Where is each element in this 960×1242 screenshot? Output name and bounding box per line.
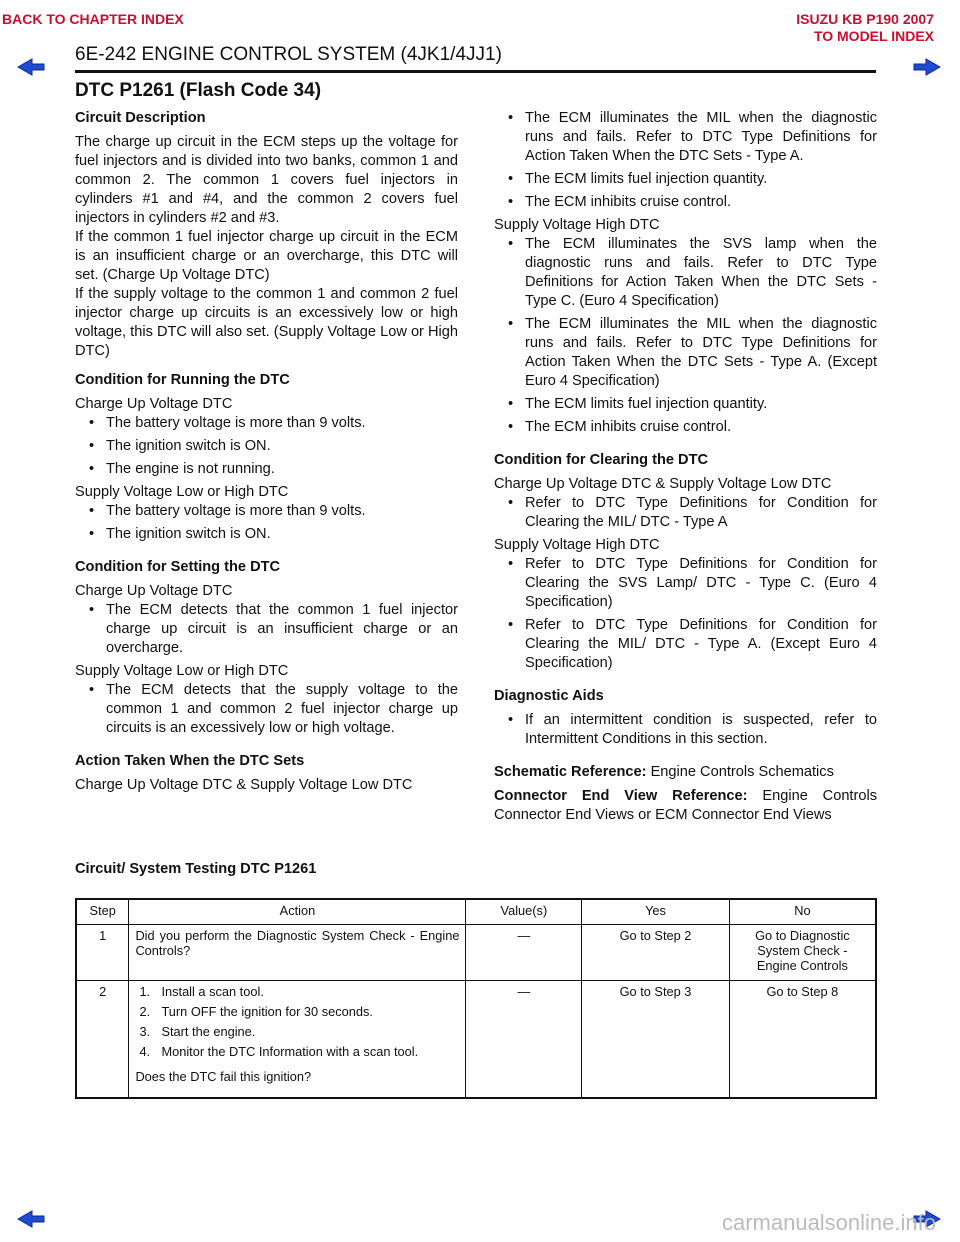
header-yes: Yes <box>582 899 730 925</box>
list-item: • The ECM limits fuel injection quantity. <box>494 395 877 414</box>
step-value: — <box>466 925 582 981</box>
step-number: 2 <box>76 981 129 1098</box>
step-no: Go to Diagnostic System Check - Engine Controls <box>729 925 876 981</box>
left-column <box>75 109 458 795</box>
circuit-description-heading: Circuit Description <box>75 110 206 126</box>
diagnostic-steps-table <box>75 898 877 1099</box>
connector-reference-value: Engine Controls Connector End Views or ECM Connector End Views <box>494 788 878 823</box>
action-subheading-1: Charge Up Voltage DTC & Supply Voltage Low DTC <box>75 777 413 793</box>
connector-reference-label: Connector End View Reference: <box>494 788 748 804</box>
list-item: • The ECM detects that the common 1 fuel injector charge up circuit is an insufficient charge or an overcharge. <box>75 601 458 658</box>
list-item: • The ECM illuminates the MIL when the diagnostic runs and fails. Refer to DTC Type Definitions for Action Taken When the DTC Sets - Type A. <box>494 109 877 166</box>
list-item: 4. Monitor the DTC Information with a scan tool. <box>139 1044 419 1059</box>
model-index-link[interactable] <box>796 11 934 45</box>
testing-title: Circuit/ System Testing DTC P1261 <box>75 861 317 877</box>
list-item: • Refer to DTC Type Definitions for Condition for Clearing the MIL/ DTC - Type A. (Except Euro 4 Specification) <box>494 616 877 673</box>
list-item: • The battery voltage is more than 9 volts. <box>75 414 458 433</box>
diagnostic-aids-heading: Diagnostic Aids <box>494 688 604 704</box>
setting-list-2 <box>75 681 458 738</box>
clearing-list-2 <box>494 555 877 673</box>
header-step: Step <box>76 899 129 925</box>
running-subheading-1: Charge Up Voltage DTC <box>75 396 233 412</box>
step-value: — <box>466 981 582 1098</box>
clearing-subheading-2: Supply Voltage High DTC <box>494 537 660 553</box>
clearing-subheading-1: Charge Up Voltage DTC & Supply Voltage Low DTC <box>494 476 832 492</box>
setting-list-1 <box>75 601 458 658</box>
back-to-chapter-index-link[interactable]: BACK TO CHAPTER INDEX <box>2 11 184 27</box>
circuit-paragraph-1: The charge up circuit in the ECM steps up the voltage for fuel injectors and is divided into two banks, common 1 and common 2. The common 1 covers fuel injectors in cylinders #1 and #4, and the common 2 covers fuel injectors in cylinders #2 and #3. <box>75 134 458 226</box>
list-item: • The engine is not running. <box>75 460 458 479</box>
step-action <box>129 981 466 1098</box>
header-no: No <box>729 899 876 925</box>
list-item: • The battery voltage is more than 9 volts. <box>75 502 458 521</box>
list-item: • The ECM inhibits cruise control. <box>494 193 877 212</box>
running-list-2 <box>75 502 458 544</box>
running-heading: Condition for Running the DTC <box>75 372 290 388</box>
header-action: Action <box>129 899 466 925</box>
step-question: Does the DTC fail this ignition? <box>135 1069 312 1084</box>
list-item: • The ignition switch is ON. <box>75 525 458 544</box>
page-header-title: 6E-242 ENGINE CONTROL SYSTEM (4JK1/4JJ1) <box>75 44 502 65</box>
circuit-paragraph-2: If the common 1 fuel injector charge up circuit in the ECM is an insufficient charge or an overcharge, this DTC will set. (Charge Up Voltage DTC) <box>75 229 458 283</box>
watermark: carmanualsonline.info <box>721 1210 936 1235</box>
schematic-reference-label: Schematic Reference: <box>494 764 647 780</box>
list-item: • The ECM illuminates the MIL when the diagnostic runs and fails. Refer to DTC Type Definitions for Action Taken When the DTC Sets - Type A. (Except Euro 4 Specification) <box>494 315 877 391</box>
schematic-reference <box>494 763 877 782</box>
action-heading: Action Taken When the DTC Sets <box>75 753 305 769</box>
connector-reference <box>494 787 877 825</box>
step-number: 1 <box>76 925 129 981</box>
list-item: 1. Install a scan tool. <box>139 984 264 999</box>
setting-subheading-2: Supply Voltage Low or High DTC <box>75 663 289 679</box>
list-item: • The ECM illuminates the SVS lamp when the diagnostic runs and fails. Refer to DTC Type Definitions for Action Taken When the DTC Sets - Type C. (Euro 4 Specification) <box>494 235 877 311</box>
step-yes: Go to Step 3 <box>582 981 730 1098</box>
action-list-1 <box>494 109 877 212</box>
next-page-arrow-icon[interactable] <box>912 58 942 76</box>
table-row <box>76 925 876 981</box>
list-item: • If an intermittent condition is suspected, refer to Intermittent Conditions in this section. <box>494 711 877 749</box>
to-model-index-label[interactable]: TO MODEL INDEX <box>813 28 934 44</box>
dtc-title: DTC P1261 (Flash Code 34) <box>75 80 322 101</box>
table-header-row <box>76 899 876 925</box>
step-yes: Go to Step 2 <box>582 925 730 981</box>
list-item: 3. Start the engine. <box>139 1024 256 1039</box>
header-rule <box>75 70 876 73</box>
running-subheading-2: Supply Voltage Low or High DTC <box>75 484 289 500</box>
list-item: • The ECM inhibits cruise control. <box>494 418 877 437</box>
action-subheading-2: Supply Voltage High DTC <box>494 217 660 233</box>
list-item: • The ignition switch is ON. <box>75 437 458 456</box>
list-item: • Refer to DTC Type Definitions for Condition for Clearing the SVS Lamp/ DTC - Type C. (Euro 4 Specification) <box>494 555 877 612</box>
prev-page-arrow-icon[interactable] <box>16 58 46 76</box>
list-item: • The ECM limits fuel injection quantity. <box>494 170 877 189</box>
list-item: • Refer to DTC Type Definitions for Condition for Clearing the MIL/ DTC - Type A <box>494 494 877 532</box>
circuit-paragraph-3: If the supply voltage to the common 1 and common 2 fuel injector charge up circuits is an excessively low or high voltage, this DTC will also set. (Supply Voltage Low or High DTC) <box>75 286 458 359</box>
list-item: 2. Turn OFF the ignition for 30 seconds. <box>139 1004 373 1019</box>
step-no: Go to Step 8 <box>729 981 876 1098</box>
table-row <box>76 981 876 1098</box>
prev-page-bottom-arrow-icon[interactable] <box>16 1210 46 1228</box>
setting-subheading-1: Charge Up Voltage DTC <box>75 583 233 599</box>
step-action: Did you perform the Diagnostic System Check - Engine Controls? <box>129 925 466 981</box>
running-list-1 <box>75 414 458 479</box>
model-title[interactable]: ISUZU KB P190 2007 <box>796 11 934 27</box>
schematic-reference-value: Engine Controls Schematics <box>650 764 834 780</box>
aids-list <box>494 711 877 749</box>
setting-heading: Condition for Setting the DTC <box>75 559 281 575</box>
list-item: • The ECM detects that the supply voltage to the common 1 and common 2 fuel injector charge up circuits is an excessively low or high voltage. <box>75 681 458 738</box>
step-action-list <box>135 984 459 1059</box>
clearing-list-1 <box>494 494 877 532</box>
header-values: Value(s) <box>466 899 582 925</box>
clearing-heading: Condition for Clearing the DTC <box>494 452 709 468</box>
right-column <box>494 109 877 825</box>
action-list-2 <box>494 235 877 437</box>
